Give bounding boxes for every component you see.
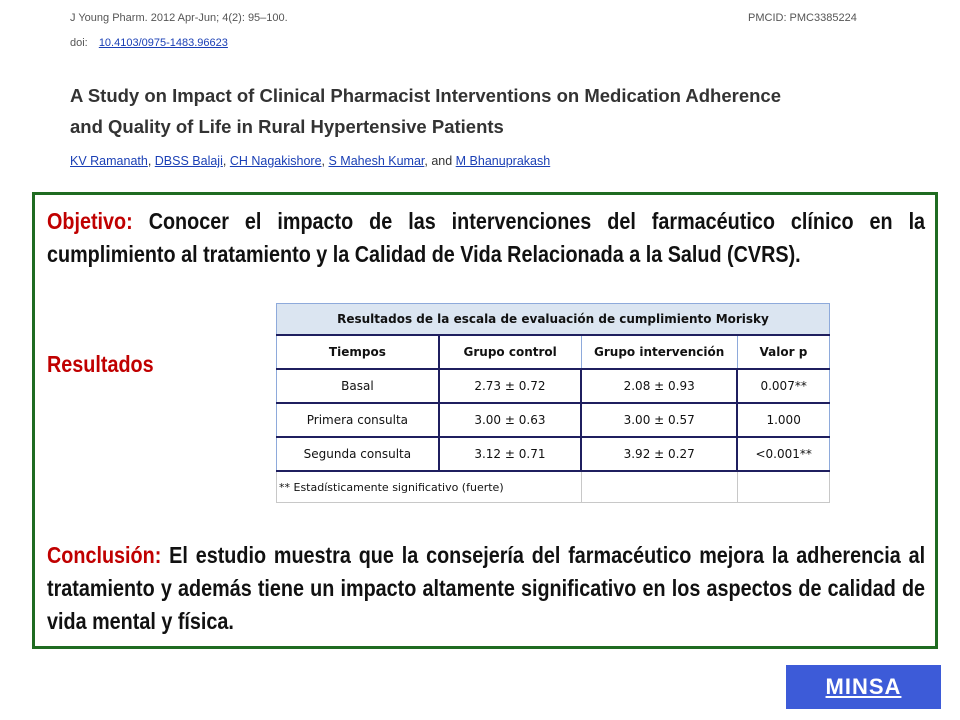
table-caption-row xyxy=(277,304,830,336)
table-cell: Segunda consulta xyxy=(277,437,439,471)
author-link[interactable]: CH Nagakishore xyxy=(229,154,322,168)
objective-text: Conocer el impacto de las intervenciones del farmacéutico clínico en la cumplimiento al tratamiento y la Calidad de Vida Relacionada a la Salud (CVRS). xyxy=(47,208,926,267)
journal-citation: J Young Pharm. 2012 Apr-Jun; 4(2): 95–100. xyxy=(70,12,288,24)
table-row xyxy=(277,403,830,437)
author-link[interactable]: S Mahesh Kumar xyxy=(328,154,425,168)
table-header-row xyxy=(277,335,830,369)
table-row xyxy=(277,369,830,403)
table-footnote-row xyxy=(277,471,830,503)
header-tiempos: Tiempos xyxy=(277,335,439,369)
table-cell: 0.007** xyxy=(737,369,829,403)
table-cell: Basal xyxy=(277,369,439,403)
header-valor-p: Valor p xyxy=(737,335,829,369)
table-cell: 3.00 ± 0.63 xyxy=(439,403,581,437)
doi-link[interactable]: 10.4103/0975-1483.96623 xyxy=(98,37,228,49)
table-cell: 1.000 xyxy=(737,403,829,437)
table-empty-cell xyxy=(581,471,737,503)
objective-label: Objetivo: xyxy=(47,208,133,234)
header-grupo-intervencion: Grupo intervención xyxy=(581,335,737,369)
doi-line xyxy=(70,37,228,49)
table-row xyxy=(277,437,830,471)
table-cell: 2.08 ± 0.93 xyxy=(581,369,737,403)
results-heading: Resultados xyxy=(47,351,154,377)
minsa-button[interactable]: MINSA xyxy=(786,665,941,709)
author-link[interactable]: KV Ramanath xyxy=(70,154,148,168)
table-empty-cell xyxy=(737,471,829,503)
objective-paragraph xyxy=(47,205,925,271)
table-cell: Primera consulta xyxy=(277,403,439,437)
conclusion-paragraph xyxy=(47,539,925,638)
table-cell: 3.00 ± 0.57 xyxy=(581,403,737,437)
pmcid-label: PMCID: PMC3385224 xyxy=(748,12,857,24)
conclusion-text: El estudio muestra que la consejería del farmacéutico mejora la adherencia al tratamiento y además tiene un impacto altamente significativo en los aspectos de calidad de vida mental y física. xyxy=(47,542,926,634)
table-caption: Resultados de la escala de evaluación de cumplimiento Morisky xyxy=(277,304,830,336)
author-separator: , xyxy=(147,154,155,168)
author-separator: , xyxy=(222,154,230,168)
table-cell: 2.73 ± 0.72 xyxy=(439,369,581,403)
author-list xyxy=(70,154,550,168)
morisky-results-table xyxy=(276,303,830,503)
paper-title: A Study on Impact of Clinical Pharmacist Interventions on Medication Adherence and Quality of Life in Rural Hypertensive Patients xyxy=(70,85,782,137)
table-cell: 3.12 ± 0.71 xyxy=(439,437,581,471)
doi-label: doi: xyxy=(70,37,88,49)
header-grupo-control: Grupo control xyxy=(439,335,581,369)
author-link[interactable]: DBSS Balaji xyxy=(154,154,223,168)
table-cell: 3.92 ± 0.27 xyxy=(581,437,737,471)
table-cell: <0.001** xyxy=(737,437,829,471)
conclusion-label: Conclusión: xyxy=(47,542,162,568)
author-separator: , xyxy=(321,154,329,168)
author-link[interactable]: M Bhanuprakash xyxy=(455,154,551,168)
author-separator: , and xyxy=(424,154,456,168)
table-footnote: ** Estadísticamente significativo (fuerte) xyxy=(277,471,582,503)
